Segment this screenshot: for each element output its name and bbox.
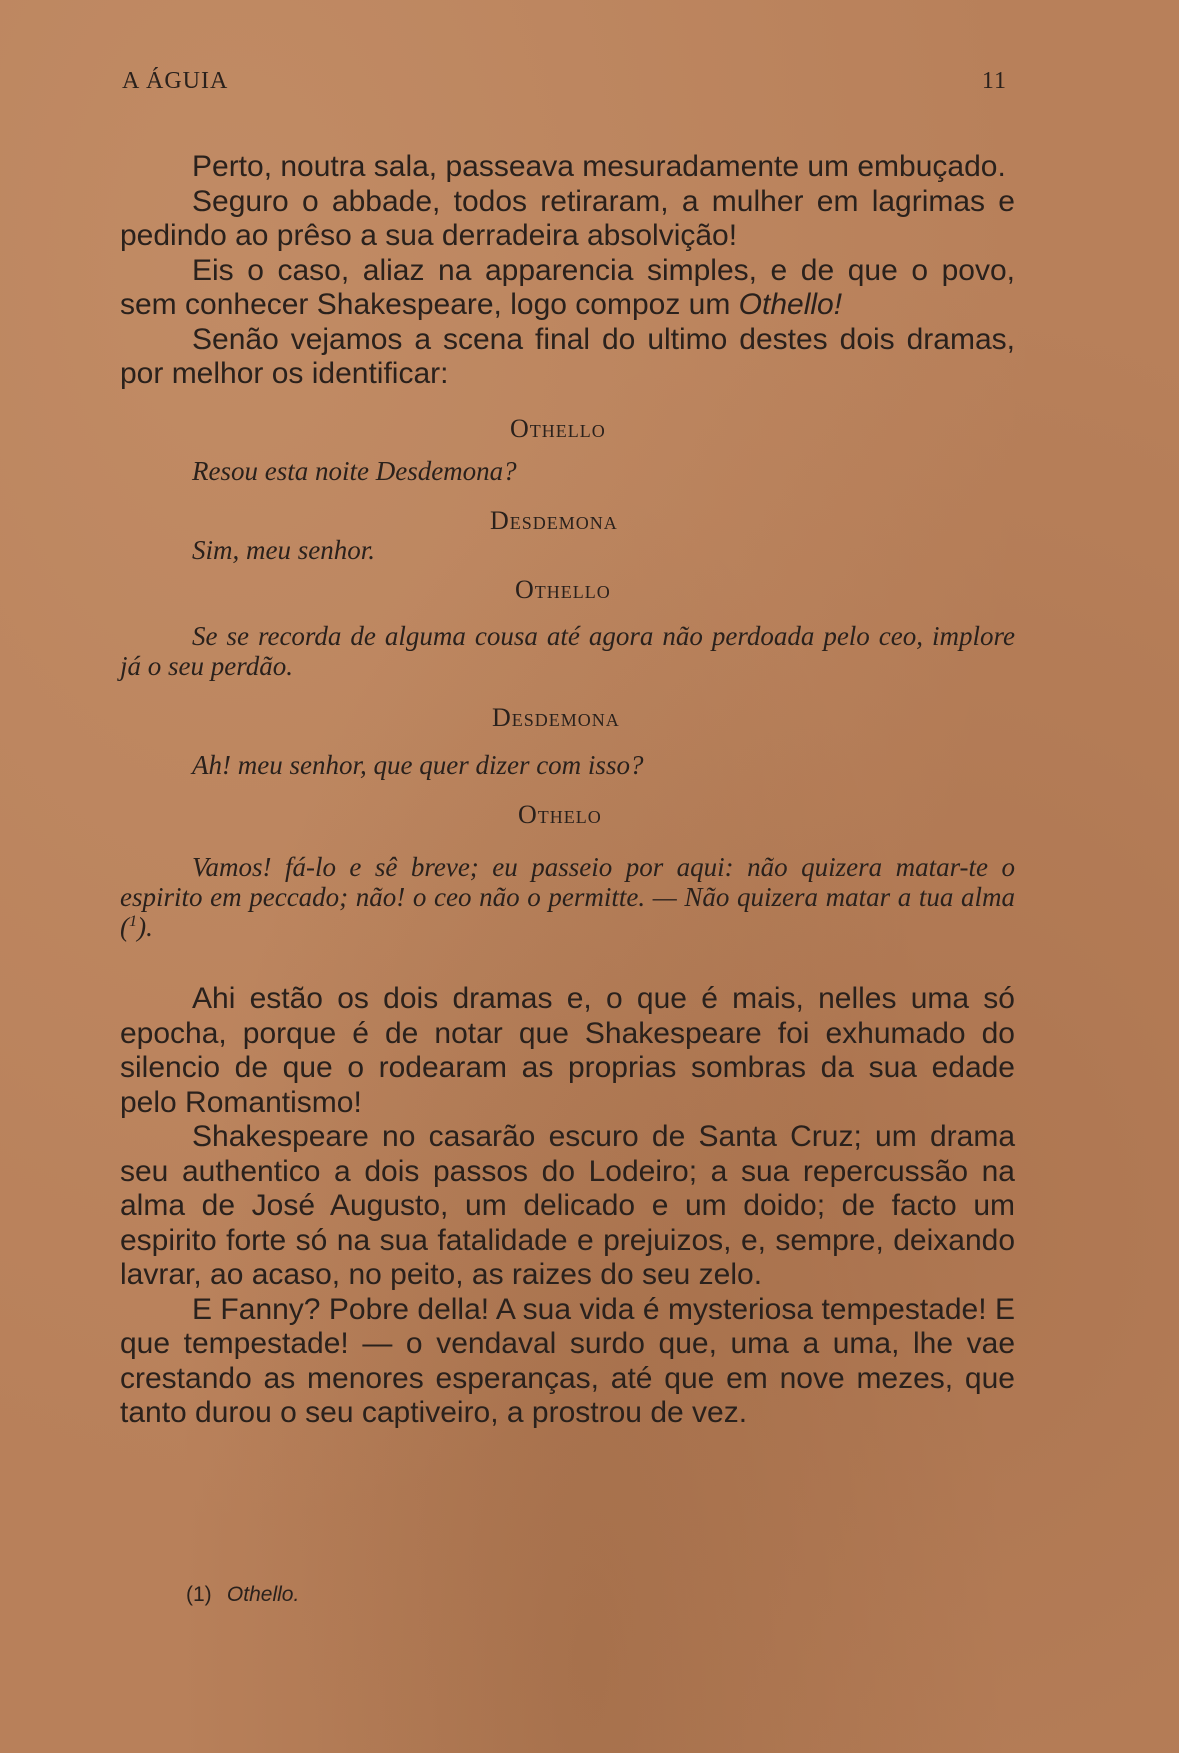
paragraph-3: Eis o caso, aliaz na apparencia simples, e de que o povo, sem conhecer Shakespeare, logo compoz um Othello! [120, 253, 1015, 321]
dialogue [120, 412, 1015, 943]
speech-line: Sim, meu senhor. [192, 534, 375, 565]
paragraph-5: Ahi estão os dois dramas e, o que é mais, nelles uma só epocha, porque é de notar que Shakespeare foi exhumado do silencio de que o rodearam as proprias sombras da sua edade pelo Romantismo! [120, 982, 1015, 1119]
speech-line: Vamos! fá-lo e sê breve; eu passeio por aqui: não quizera matar-te o espirito em peccado; não! o ceo não o permitte. — Não quizera matar a tua alma ($^1$). [120, 852, 1015, 942]
footnote-mark: (1) [186, 1583, 212, 1606]
paragraph-4: Senão vejamos a scena final do ultimo destes dois dramas, por melhor os identificar: [120, 322, 1015, 390]
footnote [186, 1582, 299, 1607]
speech-line: Ah! meu senhor, que quer dizer com isso? [192, 749, 644, 780]
speaker-name: Desdemona [492, 703, 620, 732]
speaker-name: Othello [510, 413, 606, 443]
page-number: 11 [981, 68, 1007, 94]
closing-paragraphs [120, 982, 1015, 1431]
running-header [122, 68, 1007, 95]
footnote-text: Othello. [226, 1583, 300, 1606]
paragraph-1: Perto, noutra sala, passeava mesuradamente um embuçado. [192, 150, 1006, 183]
speech-line: Resou esta noite Desdemona? [192, 456, 517, 486]
body-text [120, 150, 1015, 1431]
paragraph-6: Shakespeare no casarão escuro de Santa Cruz; um drama seu authentico a dois passos do Lodeiro; a sua repercussão na alma de José Augusto, um delicado e um doido; de facto um espirito forte só na sua fatalidade e prejuizos, e, sempre, deixando lavrar, ao acaso, no peito, as raizes do seu zelo. [120, 1120, 1015, 1291]
paragraph-2: Seguro o abbade, todos retiraram, a mulher em lagrimas e pedindo ao prêso a sua derradeira absolvição! [120, 184, 1015, 252]
footnote-ref: 1 [129, 912, 138, 930]
othello-title: Othello! [738, 288, 843, 321]
paragraph-7: E Fanny? Pobre della! A sua vida é mysteriosa tempestade! E que tempestade! — o vendaval surdo que, uma a uma, lhe vae crestando as menores esperanças, até que em nove mezes, que tanto durou o seu captiveiro, a prostrou de vez. [120, 1292, 1015, 1429]
running-title: A ÁGUIA [122, 68, 229, 94]
speaker-name: Desdemona [490, 506, 618, 535]
speech-line: Se se recorda de alguma cousa até agora não perdoada pelo ceo, implore já o seu perdão. [120, 621, 1015, 681]
speaker-name: Othelo [518, 799, 602, 829]
speaker-name: Othello [515, 574, 611, 604]
